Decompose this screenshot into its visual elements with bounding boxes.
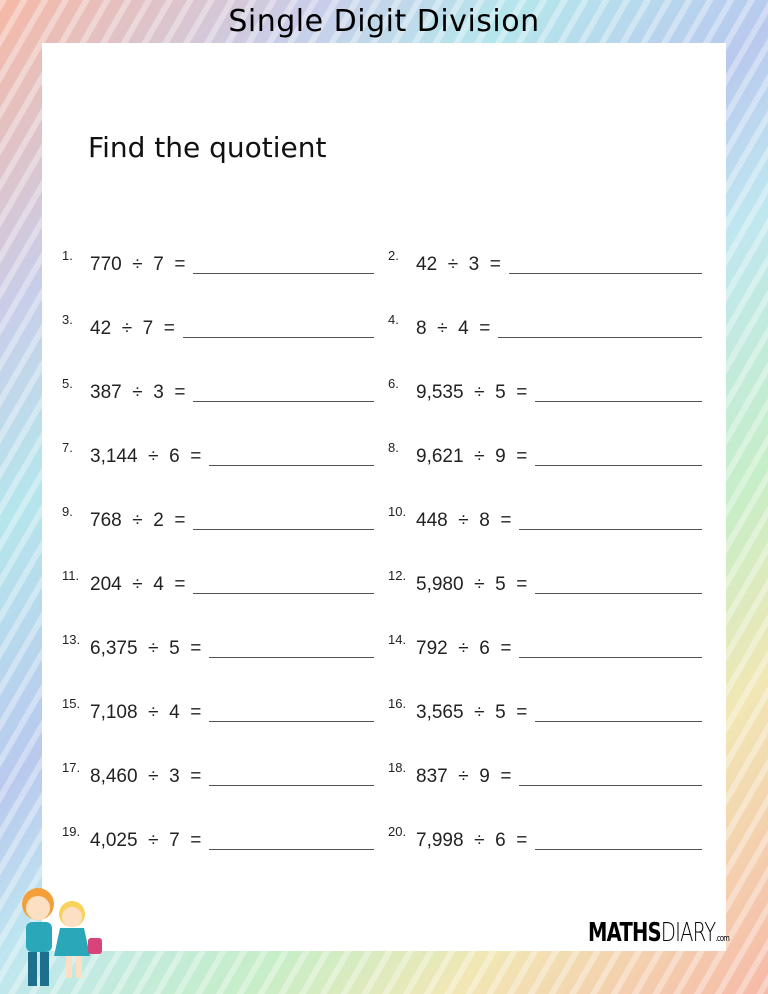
problem-number: 7. xyxy=(62,440,73,455)
problem-item xyxy=(388,438,702,468)
answer-line[interactable] xyxy=(193,272,374,274)
problem-number: 19. xyxy=(62,824,81,839)
problem-number: 17. xyxy=(62,760,81,775)
problem-item xyxy=(388,310,702,340)
problem-number: 9. xyxy=(62,504,73,519)
problem-number: 2. xyxy=(388,248,399,263)
problem-expression: 792 ÷ 6 = xyxy=(416,638,512,659)
problem-item xyxy=(388,630,702,660)
problem-number: 4. xyxy=(388,312,399,327)
problem-number: 10. xyxy=(388,504,407,519)
problem-item xyxy=(388,822,702,852)
problem-item xyxy=(62,694,374,724)
problem-item xyxy=(62,246,374,276)
problem-item xyxy=(388,694,702,724)
problem-expression: 8,460 ÷ 3 = xyxy=(90,766,202,787)
problem-number: 1. xyxy=(62,248,73,263)
problem-number: 15. xyxy=(62,696,81,711)
problem-expression: 7,108 ÷ 4 = xyxy=(90,702,202,723)
answer-line[interactable] xyxy=(209,784,374,786)
problem-item xyxy=(62,630,374,660)
problem-expression: 6,375 ÷ 5 = xyxy=(90,638,202,659)
page-title: Single Digit Division xyxy=(228,4,540,39)
problem-item xyxy=(388,566,702,596)
mathsdiary-logo xyxy=(588,918,729,954)
logo-suffix: .com xyxy=(715,934,730,944)
answer-line[interactable] xyxy=(535,848,702,850)
problem-item xyxy=(62,438,374,468)
problem-expression: 8 ÷ 4 = xyxy=(416,318,491,339)
problem-expression: 448 ÷ 8 = xyxy=(416,510,512,531)
instruction-text: Find the quotient xyxy=(88,131,327,164)
problem-expression: 9,621 ÷ 9 = xyxy=(416,446,528,467)
problem-expression: 7,998 ÷ 6 = xyxy=(416,830,528,851)
problem-number: 6. xyxy=(388,376,399,391)
problem-item xyxy=(62,310,374,340)
problem-number: 3. xyxy=(62,312,73,327)
problem-item xyxy=(62,502,374,532)
problem-number: 14. xyxy=(388,632,407,647)
problem-item xyxy=(62,374,374,404)
answer-line[interactable] xyxy=(193,400,374,402)
answer-line[interactable] xyxy=(535,464,702,466)
problem-expression: 387 ÷ 3 = xyxy=(90,382,186,403)
problem-item xyxy=(388,758,702,788)
problem-number: 5. xyxy=(62,376,73,391)
problem-expression: 768 ÷ 2 = xyxy=(90,510,186,531)
kids-illustration-icon xyxy=(8,882,112,994)
problem-expression: 204 ÷ 4 = xyxy=(90,574,186,595)
answer-line[interactable] xyxy=(535,592,702,594)
logo-thin: DIARY xyxy=(660,918,716,948)
problem-number: 12. xyxy=(388,568,407,583)
problem-item xyxy=(388,502,702,532)
problem-number: 13. xyxy=(62,632,81,647)
problem-number: 18. xyxy=(388,760,407,775)
problem-item xyxy=(388,246,702,276)
answer-line[interactable] xyxy=(209,720,374,722)
problem-number: 16. xyxy=(388,696,407,711)
answer-line[interactable] xyxy=(193,528,374,530)
problem-expression: 3,565 ÷ 5 = xyxy=(416,702,528,723)
problem-expression: 4,025 ÷ 7 = xyxy=(90,830,202,851)
problem-expression: 5,980 ÷ 5 = xyxy=(416,574,528,595)
problem-item xyxy=(62,822,374,852)
problem-number: 11. xyxy=(62,568,80,583)
problem-expression: 770 ÷ 7 = xyxy=(90,254,186,275)
problem-expression: 3,144 ÷ 6 = xyxy=(90,446,202,467)
answer-line[interactable] xyxy=(509,272,702,274)
answer-line[interactable] xyxy=(193,592,374,594)
problem-expression: 42 ÷ 7 = xyxy=(90,318,175,339)
answer-line[interactable] xyxy=(519,656,702,658)
problem-item xyxy=(62,566,374,596)
answer-line[interactable] xyxy=(209,848,374,850)
answer-line[interactable] xyxy=(498,336,702,338)
problem-expression: 9,535 ÷ 5 = xyxy=(416,382,528,403)
problem-item xyxy=(62,758,374,788)
problem-expression: 42 ÷ 3 = xyxy=(416,254,501,275)
logo-bold: MATHS xyxy=(588,918,661,948)
problem-item xyxy=(388,374,702,404)
answer-line[interactable] xyxy=(519,784,702,786)
problem-number: 20. xyxy=(388,824,407,839)
answer-line[interactable] xyxy=(183,336,374,338)
problem-number: 8. xyxy=(388,440,399,455)
answer-line[interactable] xyxy=(209,464,374,466)
answer-line[interactable] xyxy=(209,656,374,658)
answer-line[interactable] xyxy=(519,528,702,530)
problem-expression: 837 ÷ 9 = xyxy=(416,766,512,787)
worksheet-sheet xyxy=(42,43,726,951)
answer-line[interactable] xyxy=(535,400,702,402)
answer-line[interactable] xyxy=(535,720,702,722)
